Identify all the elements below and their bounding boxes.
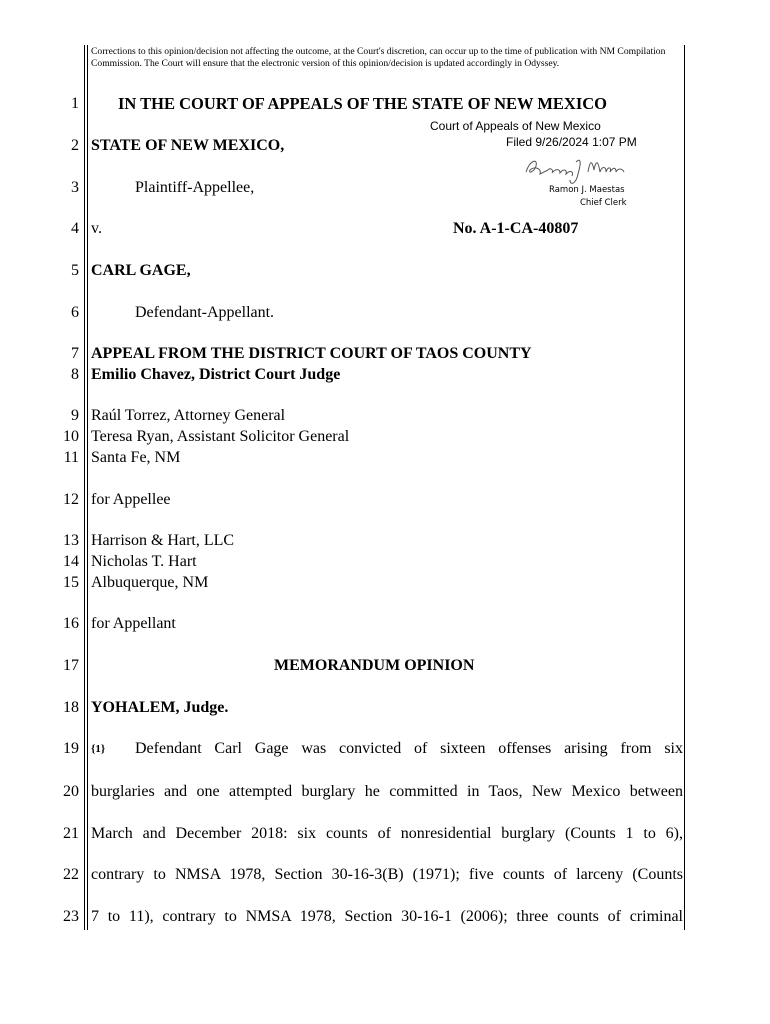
line-number: 23: [63, 908, 79, 925]
defendant-name: CARL GAGE,: [91, 262, 191, 279]
case-number: No. A-1-CA-40807: [453, 220, 579, 237]
line-number: 11: [63, 449, 79, 466]
clerk-signature-image: [520, 150, 630, 190]
line-number: 22: [63, 866, 79, 883]
clerk-title: Chief Clerk: [580, 198, 627, 208]
appellee-counsel-line: Raúl Torrez, Attorney General: [91, 407, 286, 424]
line-number: 6: [71, 304, 79, 321]
versus: v.: [91, 220, 102, 237]
body-line: Defendant Carl Gage was convicted of sixteen offenses arising from six: [135, 740, 683, 757]
defendant-role: Defendant-Appellant.: [135, 304, 275, 321]
line-number: 20: [63, 783, 79, 800]
body-line: burglaries and one attempted burglary he committed in Taos, New Mexico between: [91, 783, 683, 800]
filing-court: Court of Appeals of New Mexico: [430, 119, 601, 133]
line-number: 21: [63, 825, 79, 842]
appellee-counsel-line: Teresa Ryan, Assistant Solicitor General: [91, 428, 350, 445]
line-number: 12: [63, 491, 79, 508]
line-number: 4: [71, 220, 79, 237]
appellant-counsel-line: Albuquerque, NM: [91, 574, 209, 591]
body-line: 7 to 11), contrary to NMSA 1978, Section 30-16-1 (2006); three counts of criminal: [91, 908, 683, 925]
line-number: 3: [71, 179, 79, 196]
line-number: 7: [71, 345, 79, 362]
plaintiff-name: STATE OF NEW MEXICO,: [91, 137, 285, 154]
appellant-counsel-line: Nicholas T. Hart: [91, 553, 197, 570]
line-number: 1: [71, 95, 79, 112]
appeal-from: APPEAL FROM THE DISTRICT COURT OF TAOS COUNTY: [91, 345, 532, 362]
line-number: 14: [63, 553, 79, 570]
paragraph-marker: {1}: [91, 743, 106, 755]
body-line: contrary to NMSA 1978, Section 30-16-3(B) (1971); five counts of larceny (Counts: [91, 866, 683, 883]
left-margin-rule: [84, 45, 85, 930]
body-line: March and December 2018: six counts of nonresidential burglary (Counts 1 to 6),: [91, 825, 683, 842]
court-title: IN THE COURT OF APPEALS OF THE STATE OF NEW MEXICO: [118, 94, 608, 113]
line-number: 19: [63, 740, 79, 757]
appellee-counsel-line: Santa Fe, NM: [91, 449, 181, 466]
opinion-heading: MEMORANDUM OPINION: [274, 657, 475, 674]
line-number: 9: [71, 407, 79, 424]
clerk-name: Ramon J. Maestas: [549, 185, 625, 195]
trial-judge: Emilio Chavez, District Court Judge: [91, 366, 341, 383]
right-margin-rule: [684, 45, 685, 930]
corrections-notice: Corrections to this opinion/decision not affecting the outcome, at the Court's discretion, can occur up to the time of publication with NM Compilation Commission. The Court will ensure that the electronic version of this opinion/decision is updated accordingly in Odyssey.: [91, 46, 666, 70]
line-number: 5: [71, 262, 79, 279]
left-margin-rule-inner: [87, 45, 88, 930]
appellant-label: for Appellant: [91, 615, 176, 632]
line-number: 10: [63, 428, 79, 445]
line-number: 13: [63, 532, 79, 549]
appellee-label: for Appellee: [91, 491, 171, 508]
line-number: 15: [63, 574, 79, 591]
line-number: 2: [71, 137, 79, 154]
line-number: 8: [71, 366, 79, 383]
appellant-counsel-line: Harrison & Hart, LLC: [91, 532, 235, 549]
filing-timestamp: Filed 9/26/2024 1:07 PM: [506, 135, 637, 149]
line-number: 16: [63, 615, 79, 632]
line-number: 17: [63, 657, 79, 674]
line-number: 18: [63, 699, 79, 716]
plaintiff-role: Plaintiff-Appellee,: [135, 179, 255, 196]
opinion-author: YOHALEM, Judge.: [91, 699, 229, 716]
